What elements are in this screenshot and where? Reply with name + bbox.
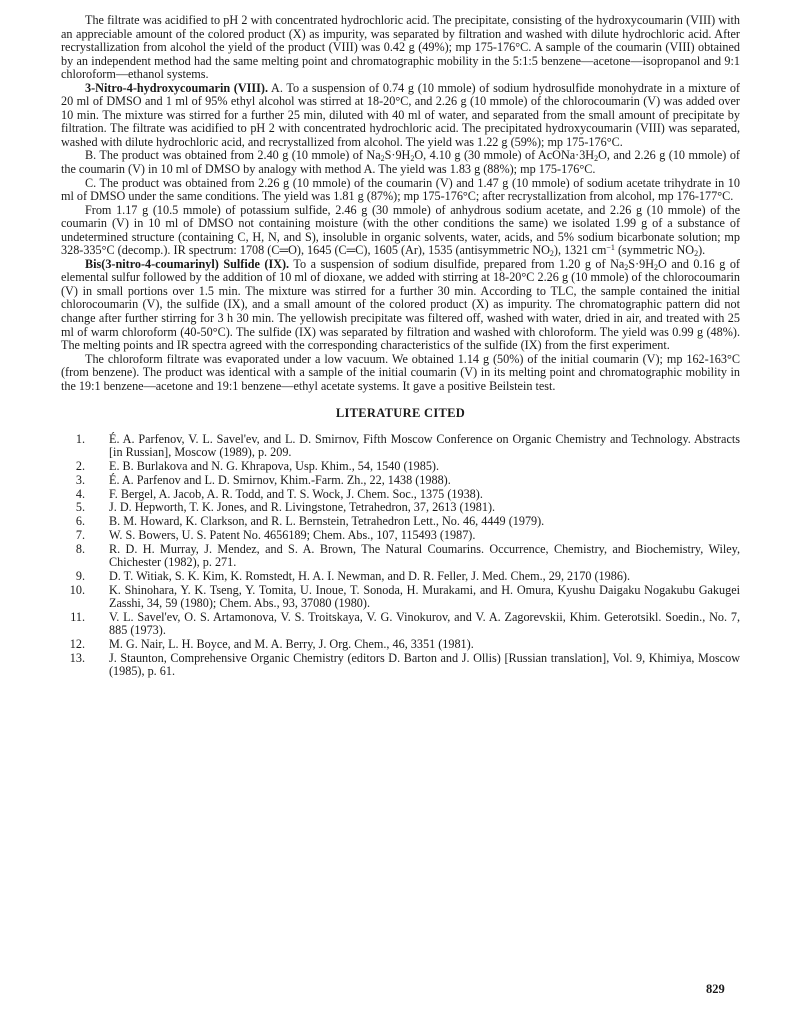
reference-number: 13.	[69, 650, 85, 665]
paragraph-method-a	[61, 82, 740, 150]
paragraph-filtrate: The filtrate was acidified to pH 2 with concentrated hydrochloric acid. The precipitate, consisting of the hydroxycoumarin (VIII) with an appreciable amount of the colored product (X) as impurity, was separated by filtration and washed with dilute hydrochloric acid. After recrystallization from alcohol the yield of the product (VIII) was 0.42 g (49%); mp 175-176°C. A sample of the coumarin (VIII) obtained by an independent method had the same melting point and chromatographic mobility in the 5:1:5 benzene—acetone—isopropanol and 9:1 chloroform—ethanol systems.	[61, 13, 740, 82]
subscript: 2	[380, 154, 385, 164]
reference-item	[61, 460, 740, 473]
section-heading-bis-sulfide: Bis(3-nitro-4-coumarinyl) Sulfide (IX).	[85, 256, 290, 271]
reference-text: W. S. Bowers, U. S. Patent No. 4656189; Chem. Abs., 107, 115493 (1987).	[109, 527, 476, 542]
reference-text: F. Bergel, A. Jacob, A. R. Todd, and T. S. Wock, J. Chem. Soc., 1375 (1938).	[109, 486, 483, 501]
ks-text-4: ).	[698, 243, 706, 258]
ks-text-1: From 1.17 g (10.5 mmole) of potassium sulfide, 2.46 g (30 mmole) of anhydrous sodium acetate, and 2.26 g (10 mmole) of the coumarin (V) in 10 ml of DMSO not containing moisture (with the other conditions the same) we isolated 1.99 g of a substance of undetermined structure (containing C, H, N, and S), insoluble in organic solvents, water, acids, and 5% sodium bicarbonate solution; mp 328-335°C (decomp.). IR spectrum: 1708 (C═O), 1645 (C═C), 1605 (Ar), 1535 (antisymmetric NO	[61, 202, 740, 258]
reference-text: E. B. Burlakova and N. G. Khrapova, Usp. Khim., 54, 1540 (1985).	[109, 458, 440, 473]
subscript: 2	[694, 249, 699, 259]
reference-text: É. A. Parfenov, V. L. Savel'ev, and L. D. Smirnov, Fifth Moscow Conference on Organic Chemistry and Technology. Abstracts [in Russian], Moscow (1989), p. 209.	[109, 431, 740, 460]
reference-number: 9.	[75, 568, 85, 583]
paragraph-chloroform-filtrate: The chloroform filtrate was evaporated under a low vacuum. We obtained 1.14 g (50%) of the initial coumarin (V); mp 162-163°C (from benzene). The product was identical with a sample of the initial coumarin (V) in its melting point and chromatographic mobility in the 19:1 benzene—acetone and 19:1 benzene—ethyl acetate systems. It gave a positive Beilstein test.	[61, 351, 740, 393]
reference-number: 10.	[69, 582, 85, 597]
subscript: 2	[410, 154, 415, 164]
reference-item	[61, 543, 740, 570]
subscript: 2	[654, 262, 659, 272]
method-a-text: A. To a suspension of 0.74 g (10 mmole) of sodium hydrosulfide monohydrate in a mixture of 20 ml of DMSO and 1 ml of 95% ethyl alcohol was stirred at 18-20°C, and 2.26 g (10 mmole) of the chlorocoumarin (V) was added over 10 min. The mixture was stirred for a further 25 min, diluted with 40 ml of water, and separated from the small amount of precipitate by filtration. The filtrate was acidified to pH 2 with concentrated hydrochloric acid. The precipitated hydroxycoumarin (VIII) was separated, washed with dilute hydrochloric acid, and recrystallized from alcohol. The yield was 1.22 g (59%); mp 175-176°C.	[61, 80, 740, 149]
reference-item	[61, 433, 740, 460]
reference-item	[61, 515, 740, 528]
literature-cited-heading: LITERATURE CITED	[335, 406, 466, 421]
reference-item	[61, 584, 740, 611]
paragraph-potassium-sulfide	[61, 204, 740, 258]
reference-number: 7.	[75, 527, 85, 542]
bis-text-3: O and 0.16 g of elemental sulfur followed by the addition of 10 ml of dioxane, we added with stirring at 18-20°C 2.26 g (10 mmole) of the chlorocoumarin (V) in small portions over 1.5 min. The mixture was stirred for a further 30 min. According to TLC, the sample contained the initial chlorocoumarin (V), the sulfide (IX), and a small amount of the colored product (X) as impurity. The chromatographic pattern did not change after further stirring for 3 h 30 min. The yellowish precipitate was filtered off, washed with water, dried in air, and treated with 25 ml of warm chloroform (40-50°C). The sulfide (IX) was separated by filtration and washed with chloroform. The yield was 0.99 g (48%). The melting points and IR spectra agreed with the corresponding characteristics of the sulfide (IX) from the first experiment.	[61, 256, 740, 353]
reference-text: J. D. Hepworth, T. K. Jones, and R. Livingstone, Tetrahedron, 37, 2613 (1981).	[109, 500, 496, 515]
page-number: 829	[706, 982, 725, 996]
reference-number: 1.	[75, 431, 85, 446]
subscript: 2	[624, 262, 629, 272]
reference-text: R. D. H. Murray, J. Mendez, and S. A. Brown, The Natural Coumarins. Occurrence, Chemistry, and Biochemistry, Wiley, Chichester (1982), p. 271.	[109, 541, 740, 570]
reference-item	[61, 638, 740, 651]
subscript: 2	[549, 249, 554, 259]
reference-number: 5.	[75, 500, 85, 515]
reference-number: 8.	[75, 541, 85, 556]
ks-text-2: ), 1321 cm	[553, 243, 607, 258]
paragraph-method-c: C. The product was obtained from 2.26 g (10 mmole) of the coumarin (V) and 1.47 g (10 mmole) of sodium acetate trihydrate in 10 ml of DMSO under the same conditions. The yield was 1.81 g (87%); mp 175-176°C; after recrystallization from alcohol, mp 176-177°C.	[61, 175, 740, 204]
reference-text: V. L. Savel'ev, O. S. Artamonova, V. S. Troitskaya, V. G. Vinokurov, and V. A. Zagorevskii, Khim. Geterotsikl. Soedin., No. 7, 885 (1973).	[109, 609, 740, 638]
reference-number: 11.	[70, 609, 85, 624]
subscript: 2	[594, 154, 599, 164]
reference-item	[61, 529, 740, 542]
bis-text-2: S·9H	[628, 256, 655, 271]
reference-number: 3.	[75, 472, 85, 487]
reference-number: 12.	[69, 636, 85, 651]
reference-item	[61, 570, 740, 583]
reference-number: 2.	[75, 458, 85, 473]
method-b-text-1: B. The product was obtained from 2.40 g (10 mmole) of Na	[85, 148, 381, 163]
paragraph-bis-sulfide	[61, 258, 740, 353]
reference-text: D. T. Witiak, S. K. Kim, K. Romstedt, H. A. I. Newman, and D. R. Feller, J. Med. Chem., 29, 2170 (1986).	[109, 568, 631, 583]
reference-text: M. G. Nair, L. H. Boyce, and M. A. Berry, J. Org. Chem., 46, 3351 (1981).	[109, 636, 474, 651]
reference-number: 6.	[75, 514, 85, 529]
superscript: −1	[606, 243, 615, 253]
paragraph-method-b	[61, 149, 740, 176]
reference-item	[61, 488, 740, 501]
method-b-text-4: O, and 2.26 g (10 mmole) of the coumarin (V) in 10 ml of DMSO by analogy with method A. The yield was 1.83 g (88%); mp 175-176°C.	[61, 148, 740, 177]
method-b-text-3: O, 4.10 g (30 mmole) of AcONa·3H	[414, 148, 595, 163]
method-b-text-2: S·9H	[384, 148, 411, 163]
reference-item	[61, 652, 740, 679]
reference-text: J. Staunton, Comprehensive Organic Chemistry (editors D. Barton and J. Ollis) [Russian translation], Vol. 9, Khimiya, Moscow (1985), p. 61.	[109, 650, 740, 678]
reference-item	[61, 611, 740, 638]
reference-text: B. M. Howard, K. Clarkson, and R. L. Bernstein, Tetrahedron Lett., No. 46, 4449 (1979).	[109, 514, 545, 529]
ks-text-3: (symmetric NO	[614, 243, 695, 258]
reference-item	[61, 474, 740, 487]
section-heading-nitro-hydroxycoumarin: 3-Nitro-4-hydroxycoumarin (VIII).	[85, 80, 269, 95]
reference-text: K. Shinohara, Y. K. Tseng, Y. Tomita, U. Inoue, T. Sonoda, H. Murakami, and H. Omura, Kyushu Daigaku Nogakubu Gakugei Zasshi, 34, 59 (1980); Chem. Abs., 93, 37080 (1980).	[109, 582, 740, 610]
reference-number: 4.	[75, 486, 85, 501]
reference-item	[61, 501, 740, 514]
reference-text: É. A. Parfenov and L. D. Smirnov, Khim.-Farm. Zh., 22, 1438 (1988).	[109, 472, 451, 487]
bis-text-1: To a suspension of sodium disulfide, prepared from 1.20 g of Na	[289, 256, 625, 271]
page-body	[61, 14, 740, 679]
reference-list	[61, 433, 740, 678]
